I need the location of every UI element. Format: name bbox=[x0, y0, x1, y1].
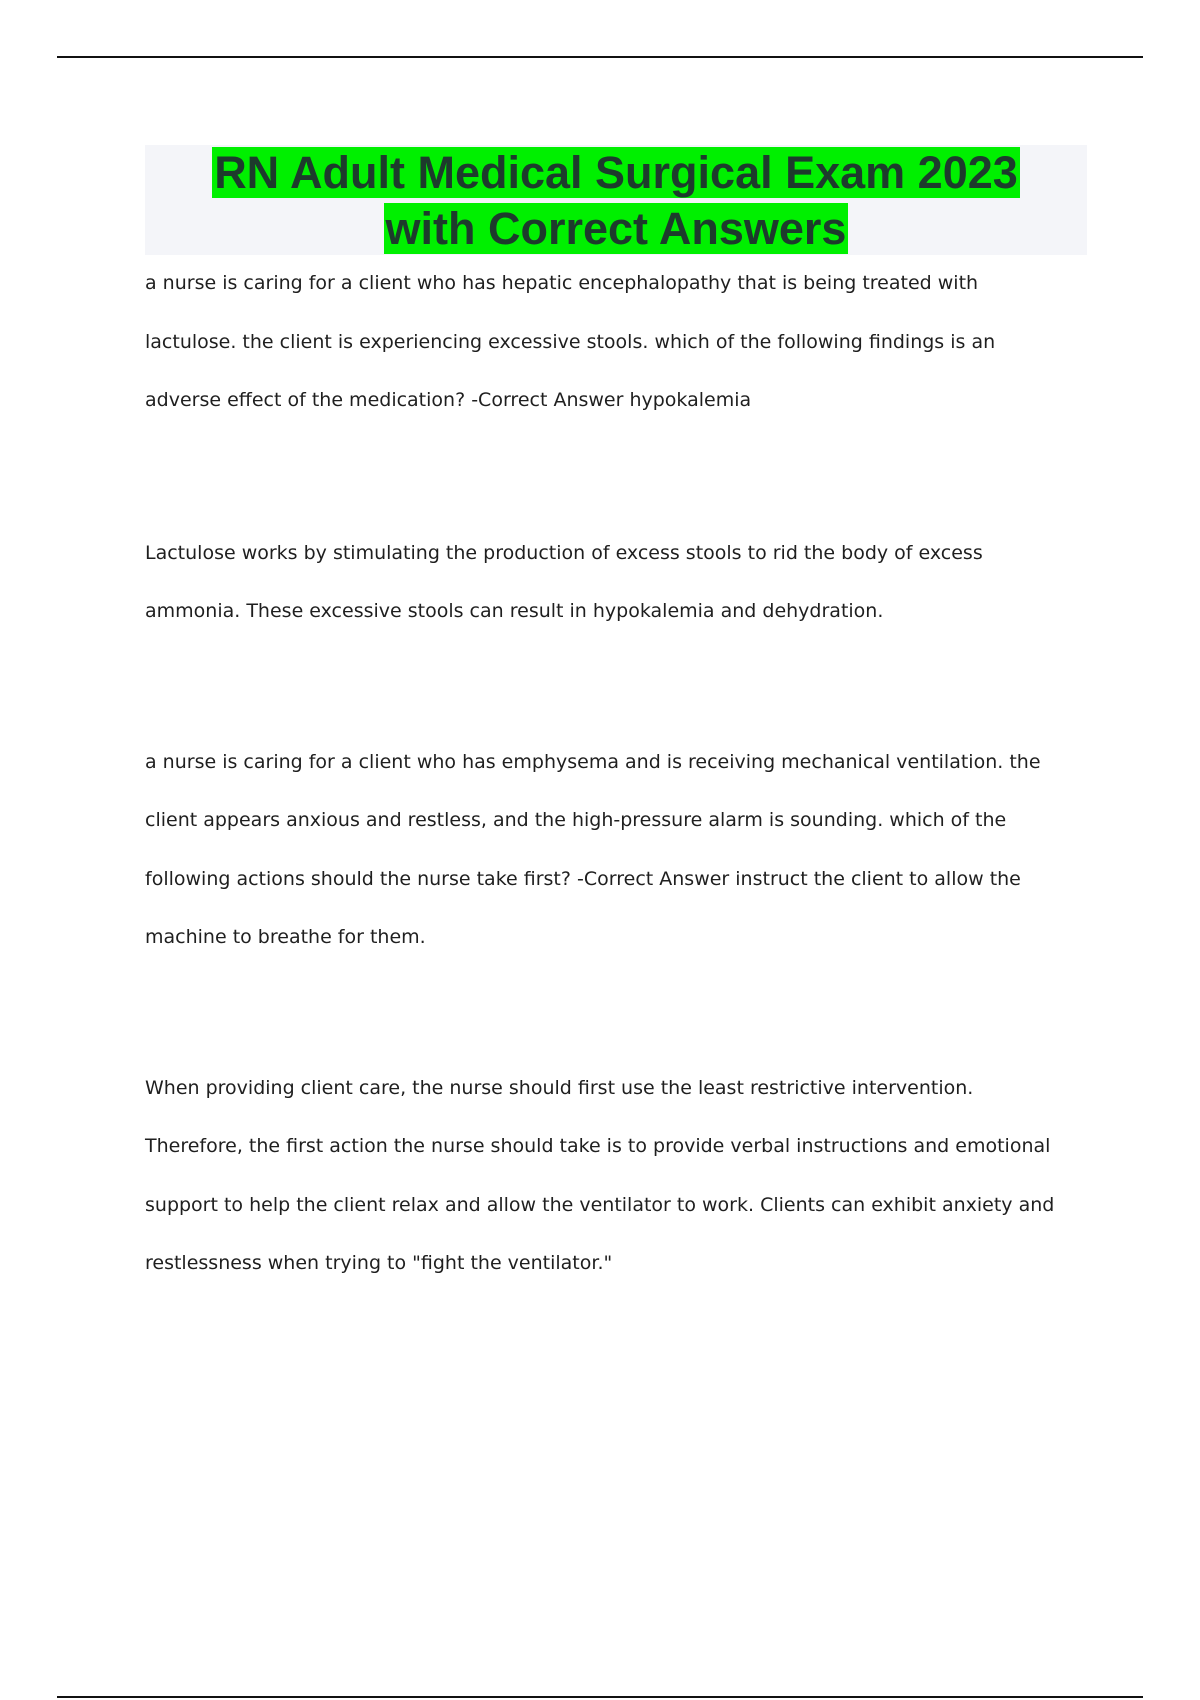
question-1 bbox=[145, 254, 1095, 430]
text-line: client appears anxious and restless, and the high-pressure alarm is sounding. which of the bbox=[145, 809, 1007, 831]
title-line-2: with Correct Answers bbox=[385, 203, 847, 254]
text-line: Lactulose works by stimulating the production of excess stools to rid the body of excess bbox=[145, 541, 983, 564]
rationale-2 bbox=[145, 1059, 1095, 1293]
rationale-1 bbox=[145, 524, 1095, 641]
text-line: ammonia. These excessive stools can result in hypokalemia and dehydration. bbox=[145, 600, 884, 622]
text-line: restlessness when trying to "fight the ventilator." bbox=[145, 1252, 613, 1274]
text-line: Therefore, the first action the nurse should take is to provide verbal instructions and emotional bbox=[145, 1135, 1051, 1157]
text-line: following actions should the nurse take first? -Correct Answer instruct the client to allow the bbox=[145, 867, 1021, 890]
document-body bbox=[145, 254, 1095, 1293]
question-2 bbox=[145, 733, 1095, 967]
bottom-rule bbox=[57, 1696, 1143, 1698]
top-rule bbox=[57, 56, 1143, 58]
text-line: machine to breathe for them. bbox=[145, 926, 426, 948]
text-line: support to help the client relax and allow the ventilator to work. Clients can exhibit anxiety and bbox=[145, 1193, 1055, 1216]
text-line: lactulose. the client is experiencing excessive stools. which of the following findings is an bbox=[145, 330, 996, 353]
text-line: adverse effect of the medication? -Correct Answer hypokalemia bbox=[145, 389, 752, 411]
text-line: When providing client care, the nurse should first use the least restrictive intervention. bbox=[145, 1076, 974, 1099]
document-title bbox=[145, 145, 1087, 255]
title-line-1: RN Adult Medical Surgical Exam 2023 bbox=[214, 147, 1018, 198]
text-line: a nurse is caring for a client who has hepatic encephalopathy that is being treated with bbox=[145, 272, 979, 294]
text-line: a nurse is caring for a client who has emphysema and is receiving mechanical ventilation. the bbox=[145, 750, 1041, 773]
